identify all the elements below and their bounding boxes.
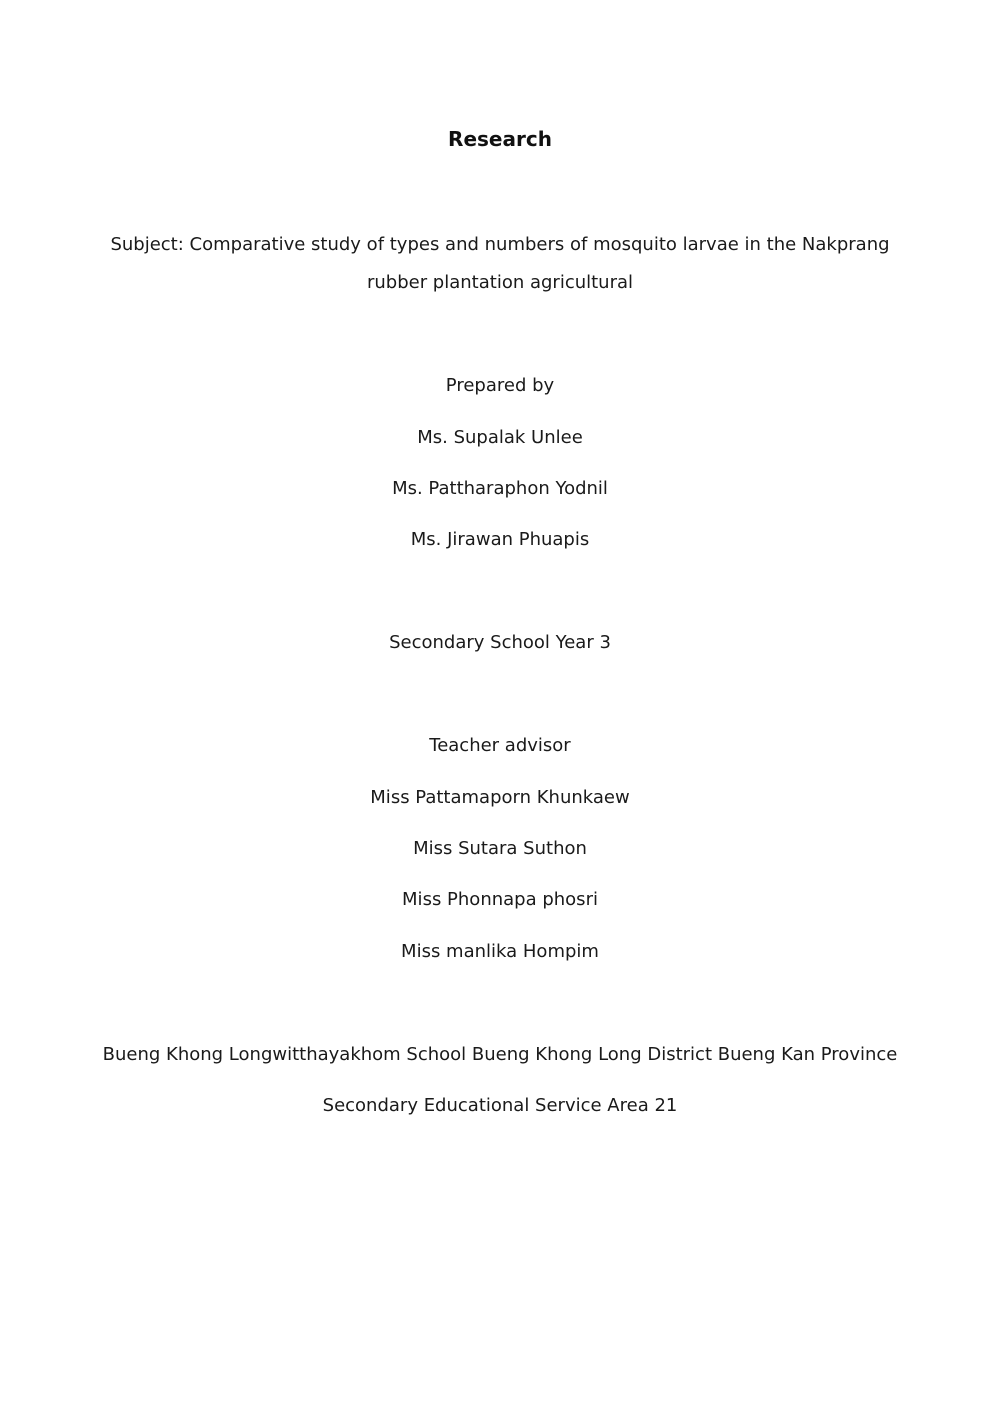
teacher-advisor-label: Teacher advisor (429, 735, 571, 756)
advisor-name: Miss manlika Hompim (401, 941, 599, 962)
school-name: Bueng Khong Longwitthayakhom School Bueng Khong Long District Bueng Kan Province (102, 1044, 898, 1065)
subject-line-1: Subject: Comparative study of types and numbers of mosquito larvae in the Nakprang (110, 234, 890, 255)
service-area: Secondary Educational Service Area 21 (322, 1095, 678, 1116)
author-name: Ms. Supalak Unlee (417, 427, 583, 448)
advisor-name: Miss Pattamaporn Khunkaew (370, 787, 630, 808)
prepared-by-label: Prepared by (445, 375, 555, 396)
document-title: Research (448, 127, 552, 151)
subject-line-2: rubber plantation agricultural (366, 272, 634, 293)
author-name: Ms. Pattharaphon Yodnil (392, 478, 608, 499)
advisor-name: Miss Phonnapa phosri (402, 889, 598, 910)
grade-level: Secondary School Year 3 (389, 632, 611, 653)
author-name: Ms. Jirawan Phuapis (410, 529, 590, 550)
advisor-name: Miss Sutara Suthon (413, 838, 587, 859)
